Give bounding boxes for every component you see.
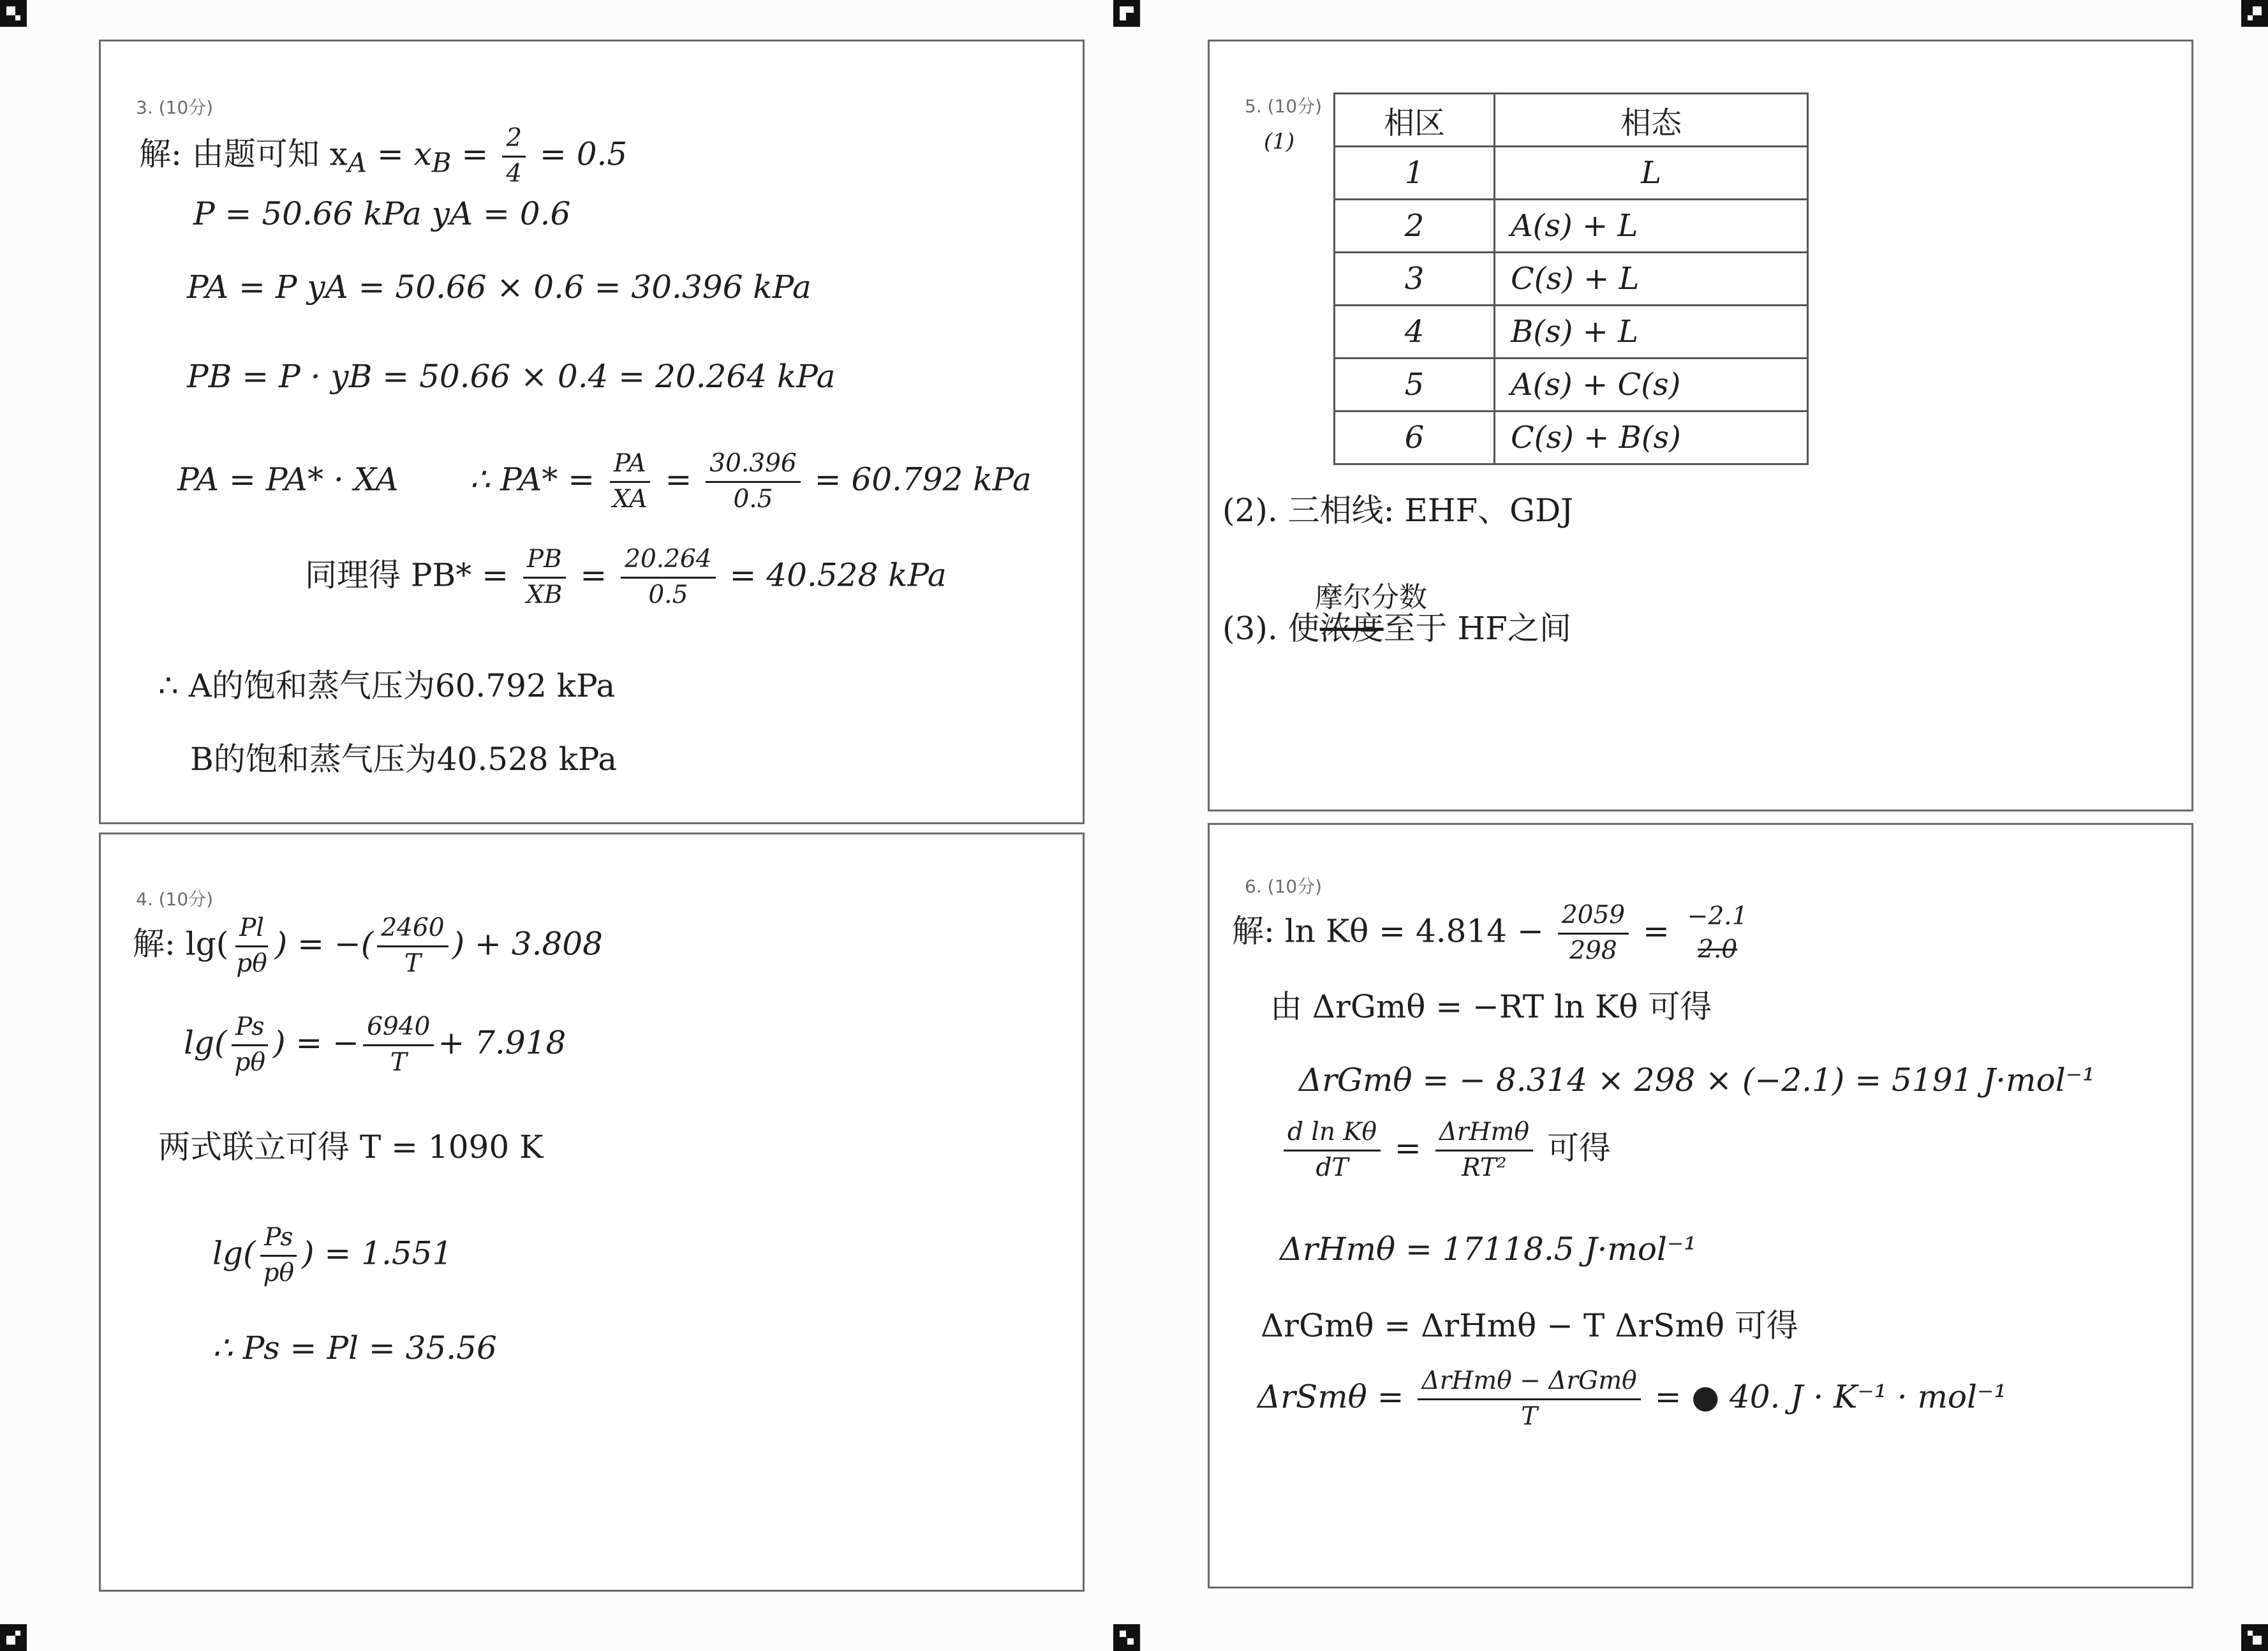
q3-text: = (461, 135, 489, 173)
q3-line-2: P = 50.66 kPa yA = 0.6 (193, 195, 571, 232)
q3-text: = 60.792 kPa (814, 461, 1032, 498)
denominator: XA (612, 484, 648, 514)
table-row (1335, 253, 1808, 306)
q4-text: ) + 3.808 (452, 925, 603, 963)
q3-text: = (580, 556, 607, 594)
q4-text: ) = −( (274, 925, 374, 963)
q6-text: = (1642, 912, 1670, 950)
q5-annotation-mole-fraction: 摩尔分数 (1315, 581, 1427, 614)
table-row (1335, 306, 1808, 359)
q4-line-4 (212, 1224, 452, 1288)
q4-text: ) = − (272, 1024, 360, 1062)
q4-text: lg( (212, 1234, 256, 1272)
q5-text: 至于 HF之间 (1383, 610, 1571, 647)
fraction (377, 914, 448, 979)
table-cell: A(s) + L (1495, 200, 1808, 253)
table-header-row (1335, 94, 1808, 147)
numerator: ΔrHmθ − ΔrGmθ (1418, 1367, 1640, 1400)
denominator: RT² (1462, 1153, 1507, 1182)
question-label: 3. (10分) (136, 97, 214, 118)
q3-line-3: PA = P yA = 50.66 × 0.6 = 30.396 kPa (187, 269, 812, 306)
denominator: T (404, 949, 421, 978)
fraction (260, 1224, 298, 1288)
fraction (706, 450, 800, 514)
q3-text: = 40.528 kPa (729, 556, 947, 594)
fraction (363, 1013, 434, 1077)
numerator: 2 (502, 124, 526, 158)
question-label: 6. (10分) (1245, 876, 1323, 897)
numerator: PA (610, 450, 650, 483)
table-cell: 3 (1335, 253, 1495, 306)
q4-line-2 (184, 1013, 566, 1077)
registration-marker-bottom-center (1113, 1624, 1140, 1651)
registration-marker-bottom-right (2241, 1624, 2268, 1651)
fraction (1684, 903, 1752, 965)
numerator: 20.264 (621, 545, 715, 579)
question-label: 5. (10分) (1245, 96, 1323, 117)
q6-text: = ● 40. J · K⁻¹ · mol⁻¹ (1654, 1378, 2007, 1416)
q4-text: ) = 1.551 (301, 1234, 453, 1272)
fraction (1435, 1118, 1533, 1183)
q4-line-1 (133, 914, 603, 979)
q3-line-8: B的饱和蒸气压为40.528 kPa (190, 741, 618, 778)
q6-line-2: 由 ΔrGmθ = −RT ln Kθ 可得 (1270, 988, 1712, 1025)
struck-text: 浓度 (1319, 610, 1384, 647)
q3-text: = 0.5 (539, 135, 628, 173)
table-cell: L (1495, 147, 1808, 200)
q5-part-3 (1222, 610, 1571, 647)
q3-sub: B (431, 147, 452, 179)
registration-marker-top-left (0, 0, 27, 27)
registration-marker-bottom-left (0, 1624, 27, 1651)
denominator: pθ (234, 1048, 265, 1077)
numerator: 2059 (1558, 901, 1629, 935)
table-cell: 2 (1335, 200, 1495, 253)
numerator: PB (523, 545, 566, 579)
q3-line-5 (177, 450, 1032, 514)
denominator: 0.5 (648, 580, 688, 609)
fraction (232, 914, 271, 979)
q3-text: 同理得 PB* = (305, 556, 509, 594)
table-cell: 6 (1335, 411, 1495, 464)
fraction (609, 450, 651, 514)
q3-line-6 (305, 545, 947, 610)
table-row (1335, 411, 1808, 464)
q6-text: ΔrSmθ = (1257, 1378, 1404, 1416)
q5-part-2 (1222, 492, 1574, 529)
q4-line-5: ∴ Ps = Pl = 35.56 (212, 1329, 497, 1366)
numerator: 6940 (363, 1013, 434, 1046)
fraction (231, 1013, 269, 1077)
registration-marker-top-right (2241, 0, 2268, 27)
fraction (1558, 901, 1629, 966)
registration-marker-top-center (1113, 0, 1140, 27)
denominator: 298 (1569, 936, 1617, 965)
numerator: Pl (235, 914, 268, 947)
numerator: −2.1 (1687, 901, 1748, 931)
numerator: 30.396 (706, 450, 800, 483)
q3-line-4: PB = P · yB = 50.66 × 0.4 = 20.264 kPa (187, 358, 836, 395)
q6-text: 可得 (1546, 1129, 1611, 1167)
struck-text: 2.0 (1698, 935, 1738, 965)
answer-box-q6 (1208, 823, 2193, 1588)
phase-region-table (1333, 93, 1809, 465)
fraction (1418, 1367, 1640, 1432)
answer-box-q4 (99, 833, 1085, 1592)
denominator: pθ (263, 1258, 294, 1287)
q6-text: 解: ln Kθ = 4.814 − (1232, 912, 1544, 950)
denominator: T (390, 1048, 407, 1077)
denominator: dT (1316, 1153, 1349, 1182)
q6-line-5: ΔrHmθ = 17118.5 J·mol⁻¹ (1280, 1231, 1697, 1268)
q3-text: ∴ PA* = (470, 461, 595, 498)
q3-text: PA = PA* · XA (177, 461, 399, 498)
table-row (1335, 147, 1808, 200)
q5-part-1-label: (1) (1264, 129, 1295, 154)
table-row (1335, 359, 1808, 411)
denominator: 0.5 (733, 484, 773, 514)
fraction (502, 124, 526, 189)
q3-sub: A (347, 147, 367, 179)
denominator: XB (526, 580, 563, 609)
q6-line-4 (1280, 1118, 1611, 1183)
numerator: ΔrHmθ (1435, 1118, 1533, 1151)
table-cell: C(s) + L (1495, 253, 1808, 306)
table-cell: 1 (1335, 147, 1495, 200)
table-cell: B(s) + L (1495, 306, 1808, 359)
q6-line-6: ΔrGmθ = ΔrHmθ − T ΔrSmθ 可得 (1261, 1307, 1798, 1344)
q6-line-1 (1232, 901, 1756, 966)
q3-line-7: ∴ A的饱和蒸气压为60.792 kPa (158, 667, 616, 704)
q4-text: lg( (184, 1024, 227, 1062)
fraction (1284, 1118, 1381, 1183)
table-cell: A(s) + C(s) (1495, 359, 1808, 411)
table-cell: 4 (1335, 306, 1495, 359)
q3-text: = (665, 461, 692, 498)
fraction (523, 545, 566, 610)
q3-line-1 (139, 124, 627, 189)
q6-line-3: ΔrGmθ = − 8.314 × 298 × (−2.1) = 5191 J·mol⁻¹ (1299, 1062, 2095, 1099)
table-header-cell: 相态 (1495, 94, 1808, 147)
question-label: 4. (10分) (136, 889, 214, 910)
table-cell: 5 (1335, 359, 1495, 411)
q4-line-3: 两式联立可得 T = 1090 K (158, 1129, 544, 1166)
q5-text: (3). 使 (1222, 610, 1320, 647)
denominator: pθ (236, 949, 267, 978)
q6-text: = (1394, 1129, 1421, 1167)
numerator: d ln Kθ (1284, 1118, 1381, 1151)
table-header-cell: 相区 (1335, 94, 1495, 147)
denominator: T (1521, 1402, 1538, 1431)
numerator: Ps (232, 1013, 268, 1046)
answer-box-q3 (99, 40, 1085, 824)
q3-text: 解: 由题可知 x (139, 135, 348, 173)
q5-text: (2). 三相线: EHF、GDJ (1222, 492, 1574, 529)
fraction (621, 545, 715, 610)
denominator: 4 (506, 159, 523, 188)
q4-text: 解: lg( (133, 925, 229, 963)
numerator: Ps (260, 1224, 297, 1257)
q6-line-7 (1257, 1367, 2006, 1432)
q4-text: + 7.918 (438, 1024, 567, 1062)
table-row (1335, 200, 1808, 253)
q3-text: = x (376, 135, 432, 173)
table-cell: C(s) + B(s) (1495, 411, 1808, 464)
numerator: 2460 (377, 914, 448, 947)
